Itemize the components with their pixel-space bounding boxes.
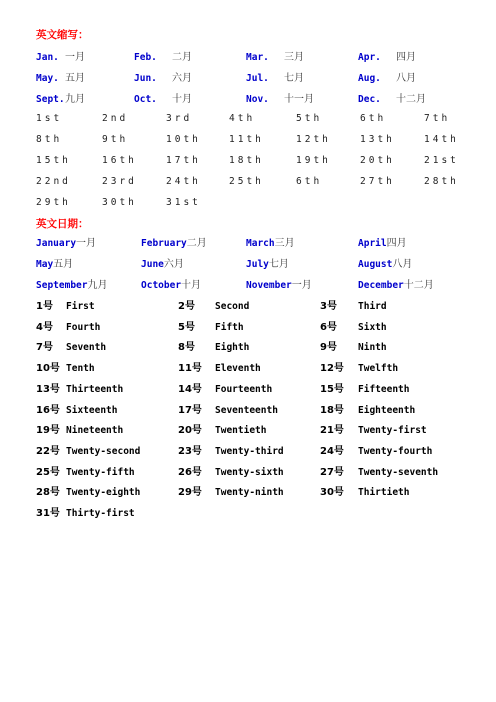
month-abbr-chinese: 二月 xyxy=(172,52,192,63)
day-number: 24号 xyxy=(320,445,344,457)
month-abbr: Dec. xyxy=(358,94,381,105)
month-full-chinese: 三月 xyxy=(274,238,295,249)
month-full-entry xyxy=(246,257,289,273)
month-full-entry xyxy=(36,278,107,294)
day-ordinal-word: Sixth xyxy=(358,321,387,333)
month-full-entry xyxy=(141,278,201,294)
ordinal: 15th xyxy=(36,155,71,166)
day-number: 31号 xyxy=(36,508,60,519)
ordinal: 24th xyxy=(166,176,201,187)
month-full-name: November xyxy=(246,280,292,291)
day-number: 4号 xyxy=(36,321,53,333)
month-abbr-chinese: 六月 xyxy=(172,73,192,84)
ordinal: 10th xyxy=(166,134,201,145)
day-ordinal-word: Twenty-eighth xyxy=(66,487,141,499)
day-number: 19号 xyxy=(36,425,60,437)
day-number: 27号 xyxy=(320,466,344,478)
ordinal: 4th xyxy=(229,113,256,124)
month-full-chinese: 十月 xyxy=(181,280,202,291)
month-abbr: Apr. xyxy=(358,52,381,63)
ordinal: 7th xyxy=(424,113,451,124)
month-full-name: December xyxy=(358,280,404,291)
month-full-chinese: 一月 xyxy=(291,280,312,291)
ordinal: 3rd xyxy=(166,113,193,124)
day-ordinal-word: Twenty-third xyxy=(215,445,284,457)
day-ordinal-word: Twenty-fourth xyxy=(358,445,433,457)
day-number: 12号 xyxy=(320,363,344,375)
month-full-entry xyxy=(246,236,295,252)
ordinal: 18th xyxy=(229,155,264,166)
day-ordinal-word: Fourth xyxy=(66,321,101,333)
month-abbr: Jun. xyxy=(134,73,157,84)
day-number: 16号 xyxy=(36,404,60,416)
month-full-chinese: 九月 xyxy=(87,280,108,291)
day-ordinal-word: Twenty-first xyxy=(358,425,427,437)
day-ordinal-word: First xyxy=(66,301,95,312)
month-full-name: May xyxy=(36,259,54,270)
day-number: 18号 xyxy=(320,404,344,416)
day-number: 1号 xyxy=(36,301,53,312)
day-number: 29号 xyxy=(178,487,202,499)
ordinal: 28th xyxy=(424,176,459,187)
day-ordinal-word: Twentieth xyxy=(215,425,267,437)
day-ordinal-word: Twenty-sixth xyxy=(215,466,284,478)
month-abbr-chinese: 五月 xyxy=(65,73,85,84)
month-full-name: October xyxy=(141,280,182,291)
day-number: 22号 xyxy=(36,445,60,457)
month-abbr-chinese: 十一月 xyxy=(284,94,314,105)
ordinal: 29th xyxy=(36,197,71,208)
day-number: 13号 xyxy=(36,383,60,395)
month-abbr: Jul. xyxy=(246,73,269,84)
month-abbr: Feb. xyxy=(134,52,157,63)
date-heading: 英文日期： xyxy=(36,218,89,230)
day-number: 11号 xyxy=(178,363,202,375)
month-abbr: Nov. xyxy=(246,94,269,105)
month-full-chinese: 十二月 xyxy=(403,280,434,291)
day-number: 28号 xyxy=(36,487,60,499)
month-full-entry xyxy=(246,278,312,294)
ordinal: 22nd xyxy=(36,176,71,187)
day-ordinal-word: Ninth xyxy=(358,342,387,354)
month-full-entry xyxy=(358,278,434,294)
day-ordinal-word: Seventeenth xyxy=(215,404,278,416)
day-number: 3号 xyxy=(320,301,337,312)
month-abbr: Aug. xyxy=(358,73,381,84)
month-full-name: January xyxy=(36,238,77,249)
ordinal: 11th xyxy=(229,134,264,145)
day-number: 20号 xyxy=(178,425,202,437)
day-ordinal-word: Sixteenth xyxy=(66,404,118,416)
day-ordinal-word: Fourteenth xyxy=(215,383,273,395)
ordinal: 23rd xyxy=(102,176,137,187)
month-full-name: March xyxy=(246,238,275,249)
month-full-entry xyxy=(141,236,207,252)
day-ordinal-word: Fifth xyxy=(215,321,244,333)
month-abbr-chinese: 三月 xyxy=(284,52,304,63)
month-abbr: May. xyxy=(36,73,59,84)
month-abbr-chinese: 十二月 xyxy=(396,94,426,105)
day-number: 23号 xyxy=(178,445,202,457)
day-ordinal-word: Tenth xyxy=(66,363,95,375)
ordinal: 1st xyxy=(36,113,63,124)
day-ordinal-word: Twenty-ninth xyxy=(215,487,284,499)
day-ordinal-word: Second xyxy=(215,301,250,312)
month-full-chinese: 六月 xyxy=(163,259,184,270)
ordinal: 19th xyxy=(296,155,331,166)
ordinal: 8th xyxy=(36,134,63,145)
ordinal: 20th xyxy=(360,155,395,166)
month-full-chinese: 八月 xyxy=(392,259,413,270)
ordinal: 13th xyxy=(360,134,395,145)
day-number: 9号 xyxy=(320,342,337,354)
day-ordinal-word: Thirty-first xyxy=(66,508,135,519)
day-ordinal-word: Eleventh xyxy=(215,363,261,375)
day-ordinal-word: Twenty-fifth xyxy=(66,466,135,478)
month-abbr-chinese: 九月 xyxy=(65,94,85,105)
month-abbr: Sept. xyxy=(36,94,65,105)
ordinal: 5th xyxy=(296,113,323,124)
day-number: 21号 xyxy=(320,425,344,437)
month-full-name: February xyxy=(141,238,187,249)
day-ordinal-word: Thirtieth xyxy=(358,487,410,499)
ordinal: 17th xyxy=(166,155,201,166)
month-full-entry xyxy=(141,257,184,273)
month-abbr: Oct. xyxy=(134,94,157,105)
day-number: 10号 xyxy=(36,363,60,375)
day-ordinal-word: Eighteenth xyxy=(358,404,416,416)
abbreviation-heading: 英文缩写： xyxy=(36,29,89,41)
month-abbr-chinese: 八月 xyxy=(396,73,416,84)
ordinal: 12th xyxy=(296,134,331,145)
month-full-entry xyxy=(358,236,407,252)
month-abbr-chinese: 十月 xyxy=(172,94,192,105)
month-full-entry xyxy=(36,257,73,273)
ordinal: 31st xyxy=(166,197,201,208)
day-number: 6号 xyxy=(320,321,337,333)
month-full-name: July xyxy=(246,259,269,270)
ordinal: 14th xyxy=(424,134,459,145)
day-number: 15号 xyxy=(320,383,344,395)
day-ordinal-word: Twenty-second xyxy=(66,445,141,457)
day-ordinal-word: Eighth xyxy=(215,342,250,354)
month-abbr: Jan. xyxy=(36,52,59,63)
day-ordinal-word: Thirteenth xyxy=(66,383,124,395)
day-number: 2号 xyxy=(178,301,195,312)
month-full-chinese: 二月 xyxy=(186,238,207,249)
day-number: 26号 xyxy=(178,466,202,478)
month-full-name: April xyxy=(358,238,387,249)
day-number: 17号 xyxy=(178,404,202,416)
ordinal: 6th xyxy=(296,176,323,187)
ordinal: 2nd xyxy=(102,113,129,124)
month-full-chinese: 七月 xyxy=(268,259,289,270)
ordinal: 16th xyxy=(102,155,137,166)
month-full-entry xyxy=(36,236,96,252)
day-number: 30号 xyxy=(320,487,344,499)
month-full-chinese: 四月 xyxy=(386,238,407,249)
day-number: 14号 xyxy=(178,383,202,395)
ordinal: 6th xyxy=(360,113,387,124)
day-ordinal-word: Nineteenth xyxy=(66,425,124,437)
ordinal: 25th xyxy=(229,176,264,187)
month-full-entry xyxy=(358,257,412,273)
day-ordinal-word: Seventh xyxy=(66,342,107,354)
month-full-chinese: 一月 xyxy=(76,238,97,249)
month-abbr-chinese: 七月 xyxy=(284,73,304,84)
month-abbr-chinese: 四月 xyxy=(396,52,416,63)
month-abbr: Mar. xyxy=(246,52,269,63)
day-ordinal-word: Twelfth xyxy=(358,363,399,375)
ordinal: 27th xyxy=(360,176,395,187)
day-number: 25号 xyxy=(36,466,60,478)
month-full-name: June xyxy=(141,259,164,270)
day-number: 8号 xyxy=(178,342,195,354)
day-number: 5号 xyxy=(178,321,195,333)
month-abbr-chinese: 一月 xyxy=(65,52,85,63)
month-full-name: September xyxy=(36,280,88,291)
day-ordinal-word: Third xyxy=(358,301,387,312)
day-number: 7号 xyxy=(36,342,53,354)
ordinal: 21st xyxy=(424,155,459,166)
month-full-chinese: 五月 xyxy=(53,259,74,270)
day-ordinal-word: Fifteenth xyxy=(358,383,410,395)
day-ordinal-word: Twenty-seventh xyxy=(358,466,439,478)
month-full-name: August xyxy=(358,259,393,270)
ordinal: 9th xyxy=(102,134,129,145)
ordinal: 30th xyxy=(102,197,137,208)
